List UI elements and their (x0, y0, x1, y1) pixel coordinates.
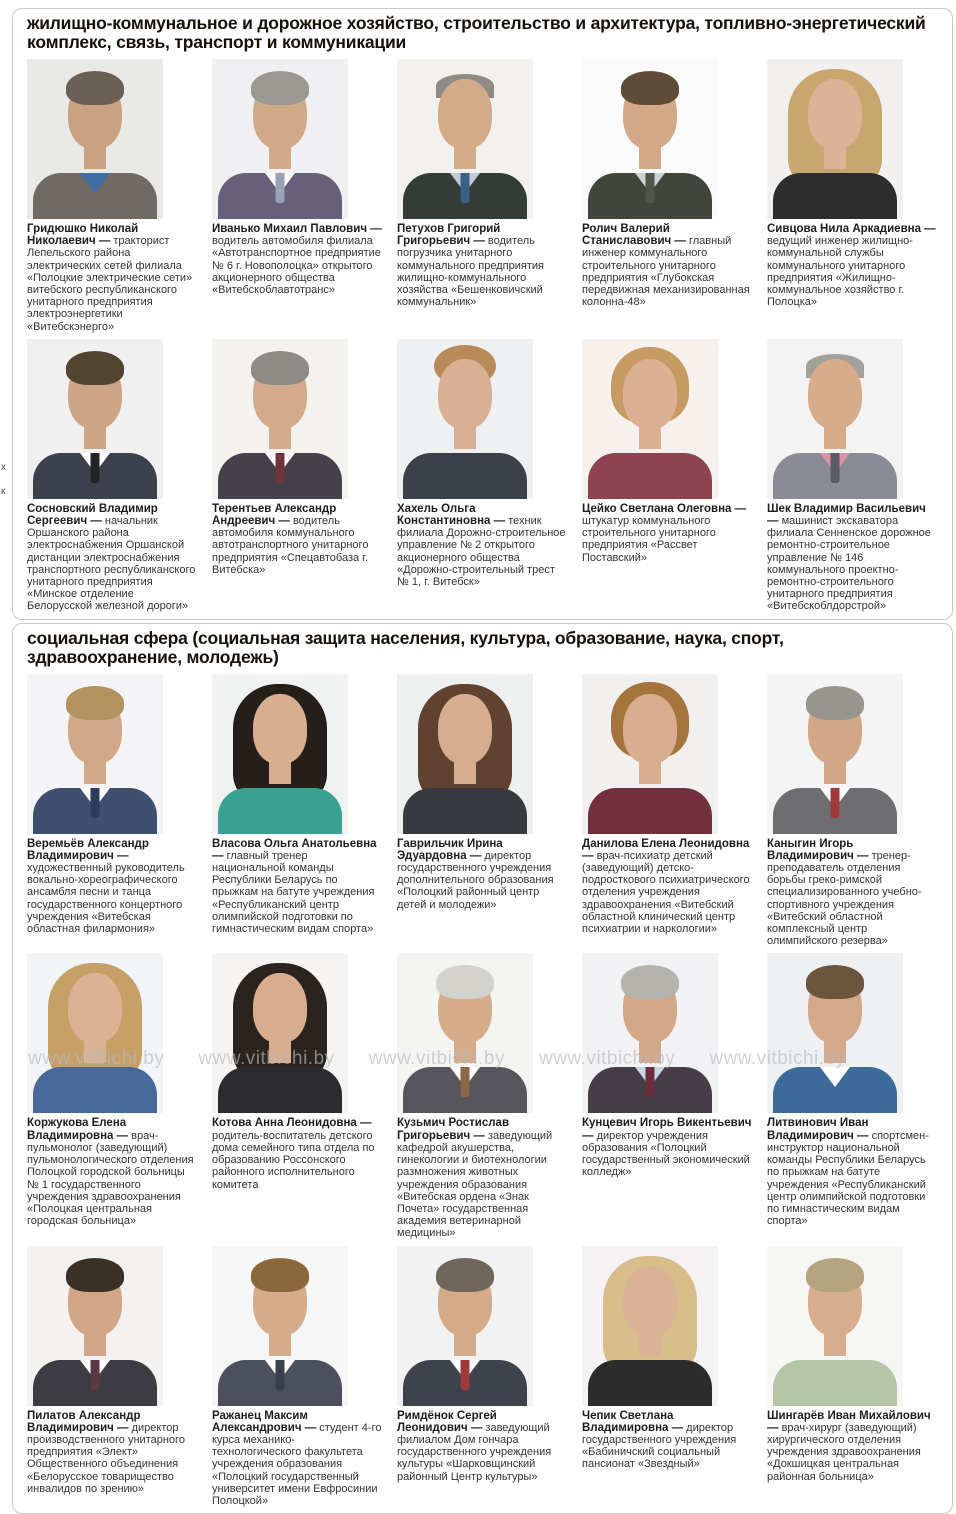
hair-shape (251, 351, 309, 385)
portrait-photo (27, 1246, 163, 1406)
portrait-photo (27, 953, 163, 1113)
tie-shape (461, 173, 470, 203)
person-caption (27, 223, 198, 333)
person-caption (212, 838, 383, 936)
torso-shape (403, 173, 527, 219)
portrait-photo (212, 59, 348, 219)
person-name: Сивцова Нила Аркадиевна — (767, 223, 936, 235)
portrait-photo (27, 674, 163, 834)
person-card (582, 953, 753, 1239)
person-caption (582, 503, 753, 564)
person-name: Цейко Светлана Олеговна — (582, 502, 747, 515)
person-card (212, 1246, 383, 1508)
tie-shape (461, 1067, 470, 1097)
person-card (767, 59, 938, 333)
person-card (212, 339, 383, 613)
person-name: Власова Ольга Анатольевна — (212, 837, 377, 862)
tie-shape (276, 1360, 285, 1390)
hair-shape (806, 1258, 864, 1292)
person-caption (212, 1410, 383, 1508)
person-caption (767, 1410, 938, 1483)
portrait-photo (582, 339, 718, 499)
person-description: спортсмен-инструктор национальной команды Республики Беларусь по прыжкам на батуте учреждения «Республиканский центр олимпийской подготовки по гимнастическим видам спорта» (767, 1129, 929, 1228)
person-card (397, 59, 568, 333)
portrait-photo (582, 953, 718, 1113)
head-shape (808, 79, 862, 149)
person-card (27, 59, 198, 333)
tie-shape (91, 788, 100, 818)
person-caption (212, 223, 383, 296)
torso-shape (403, 1067, 527, 1113)
torso-shape (33, 1360, 157, 1406)
torso-shape (588, 173, 712, 219)
person-card (397, 339, 568, 613)
person-description: главный тренер национальной команды Республики Беларусь по прыжкам на батуте учреждения «Республиканский центр олимпийской подготовки по гимнастическим видам спорта» (212, 849, 375, 936)
person-description: директор учреждения образования «Полоцкий государственный экономический колледж» (582, 1129, 750, 1179)
person-description: водитель автомобиля коммунального автотранспортного унитарного предприятия «Спецавтобаза г. Витебска» (212, 515, 369, 576)
portrait-photo (212, 953, 348, 1113)
person-caption (27, 1117, 198, 1227)
person-card (767, 1246, 938, 1508)
person-caption (767, 838, 938, 948)
person-name: Гридюшко Николай Николаевич — (27, 223, 139, 248)
tie-shape (831, 788, 840, 818)
watermark-row (28, 1048, 954, 1070)
person-description: техник филиала Дорожно-строительное управление № 2 открытого акционерного общества «Дорожно-строительный трест № 1, г. Витебск» (397, 515, 566, 589)
portrait-photo (397, 1246, 533, 1406)
torso-shape (218, 788, 342, 834)
person-description: директор государственного учреждения «Бабиничский социальный пансионат «Звездный» (582, 1421, 737, 1471)
person-card (582, 339, 753, 613)
person-card (767, 339, 938, 613)
left-edge-text-fragment: к (1, 486, 6, 497)
person-card (767, 674, 938, 948)
portrait-photo (212, 674, 348, 834)
hair-shape (621, 965, 679, 999)
person-caption (582, 1117, 753, 1178)
section-title: жилищно-коммунальное и дорожное хозяйство, строительство и архитектура, топливно-энергетический комплекс, связь, транспорт и коммуникации (27, 13, 926, 52)
person-name: Литвинович Иван Владимирович — (767, 1117, 869, 1142)
person-description: главный инженер коммунального строительного унитарного предприятия «Глубокская передвижная механизированная колонна-48» (582, 235, 750, 309)
portrait-photo (582, 674, 718, 834)
person-description: директор производственного унитарного предприятия «Элект» Общественного объединения «Белорусское товарищество инвалидов по зрению» (27, 1421, 185, 1495)
person-description: ведущий инженер жилищно-коммунальной службы коммунального унитарного предприятия «Жилищно-коммунальное хозяйство г. Полоцка» (767, 235, 913, 309)
hair-shape (806, 965, 864, 999)
person-description: заведующий филиалом Дом гончара государственного учреждения культуры «Шарковщинский районный Центр культуры» (397, 1421, 552, 1483)
person-name: Хахель Ольга Константиновна — (397, 502, 506, 528)
person-name: Веремьёв Александр Владимирович — (27, 837, 149, 862)
person-card (27, 674, 198, 948)
hair-shape (66, 351, 124, 385)
person-name: Каныгин Игорь Владимирович — (767, 837, 869, 862)
head-shape (438, 79, 492, 149)
person-caption (27, 838, 198, 936)
torso-shape (33, 173, 157, 219)
torso-shape (403, 453, 527, 499)
person-card (27, 339, 198, 613)
person-card (397, 674, 568, 948)
person-card (212, 59, 383, 333)
left-edge-text-fragment: х (1, 462, 6, 473)
person-description: водитель погрузчика унитарного коммунального предприятия жилищно-коммунального хозяйства «Бешенковичский коммунальник» (397, 235, 544, 309)
torso-shape (588, 1360, 712, 1406)
portrait-photo (397, 674, 533, 834)
hair-shape (66, 686, 124, 720)
portrait-photo (767, 59, 903, 219)
person-description: штукатур коммунального строительного унитарного предприятия «Рассвет Поставский» (582, 515, 716, 564)
person-caption (397, 223, 568, 308)
person-card (397, 1246, 568, 1508)
person-description: машинист экскаватора филиала Сенненское дорожное ремонтно-строительное управление № 146 коммунального проектно-ремонтно-строительного унитарного предприятия «Витебскоблдорстрой» (767, 515, 931, 613)
collar-shape (80, 173, 110, 193)
person-description: директор государственного учреждения дополнительного образования «Полоцкий районный центр детей и молодежи» (397, 849, 554, 911)
torso-shape (403, 788, 527, 834)
torso-shape (218, 1360, 342, 1406)
people-grid (13, 59, 952, 619)
person-card (27, 953, 198, 1239)
tie-shape (276, 173, 285, 203)
head-shape (253, 973, 307, 1043)
watermark-text: www.vitbichi.by (28, 1048, 165, 1069)
tie-shape (831, 453, 840, 483)
person-name: Сосновский Владимир Сергеевич — (27, 502, 158, 528)
torso-shape (773, 1067, 897, 1113)
portrait-photo (397, 339, 533, 499)
person-name: Кунцевич Игорь Викентьевич — (582, 1117, 752, 1142)
head-shape (623, 359, 677, 429)
person-name: Шингарёв Иван Михайлович — (767, 1409, 931, 1434)
tie-shape (646, 1067, 655, 1097)
head-shape (623, 1266, 677, 1336)
watermark-text: www.vitbichi.by (709, 1048, 846, 1069)
tie-shape (461, 1360, 470, 1390)
person-caption (27, 1410, 198, 1495)
person-name: Иванько Михаил Павлович — (212, 223, 382, 235)
torso-shape (773, 1360, 897, 1406)
watermark-text: www.vitbichi.by (368, 1048, 505, 1069)
person-card (582, 674, 753, 948)
person-card (767, 953, 938, 1239)
person-description: водитель автомобиля филиала «Автотранспортное предприятие № 6 г. Новополоцка» открытого акционерного общества «Витебскоблавтотранс» (212, 235, 381, 297)
portrait-photo (27, 339, 163, 499)
watermark-text: www.vitbichi.by (538, 1048, 676, 1069)
person-name: Шек Владимир Васильевич — (767, 502, 926, 528)
watermark-text: www.vitbichi.by (198, 1048, 335, 1069)
tie-shape (646, 173, 655, 203)
person-description: врач-хирург (заведующий) хирургического отделения учреждения здравоохранения «Докшицкая центральная районная больница» (767, 1421, 921, 1483)
torso-shape (33, 788, 157, 834)
person-name: Пилатов Александр Владимирович — (27, 1409, 141, 1434)
person-name: Котова Анна Леонидовна — (212, 1117, 372, 1130)
person-caption (582, 223, 753, 308)
person-caption (397, 838, 568, 911)
hair-shape (66, 1258, 124, 1292)
torso-shape (588, 453, 712, 499)
person-caption (397, 1410, 568, 1483)
person-caption (212, 1117, 383, 1190)
head-shape (623, 694, 677, 764)
torso-shape (403, 1360, 527, 1406)
portrait-photo (397, 59, 533, 219)
person-caption (767, 503, 938, 613)
person-card (582, 59, 753, 333)
person-description: художественный руководитель вокально-хореографического ансамбля песни и танца государственного концертного учреждения «Витебская областная филармония» (27, 862, 185, 936)
portrait-photo (582, 1246, 718, 1406)
portrait-photo (767, 953, 903, 1113)
person-card (212, 674, 383, 948)
person-caption (397, 1117, 568, 1239)
person-description: тракторист Лепельского района электрических сетей филиала «Полоцкие электрические сети» витебского республиканского унитарного предприятия электроэнергетики «Витебскэнерго» (27, 235, 193, 333)
person-name: Гаврильчик Ирина Эдуардовна — (397, 837, 503, 862)
hair-shape (251, 1258, 309, 1292)
torso-shape (773, 173, 897, 219)
portrait-photo (212, 1246, 348, 1406)
tie-shape (91, 1360, 100, 1390)
torso-shape (588, 788, 712, 834)
person-name: Кузьмич Ростислав Григорьевич — (397, 1117, 510, 1142)
head-shape (438, 359, 492, 429)
person-name: Чепик Светлана Владимировна — (582, 1409, 684, 1434)
hair-shape (806, 686, 864, 720)
portrait-photo (767, 339, 903, 499)
person-name: Ражанец Максим Александрович — (212, 1409, 317, 1434)
person-caption (212, 503, 383, 576)
hair-shape (436, 1258, 494, 1292)
person-description: начальник Оршанского района электроснабжения Оршанской дистанции электроснабжения транспортного республиканского унитарного предприятия «Минское отделение Белорусской железной дороги» (27, 515, 196, 613)
person-caption (27, 503, 198, 613)
person-description: врач-психиатр детский (заведующий) детско-подросткового психиатрического отделения учреждения здравоохранения «Витебский областной клинический центр психиатрии и наркологии» (582, 849, 750, 936)
hair-shape (66, 71, 124, 105)
torso-shape (773, 788, 897, 834)
person-description: заведующий кафедрой акушерства, гинекологии и биотехнологии размножения животных учреждения образования «Витебская ордена «Знак Почета» государственная академия ветеринарной медицины» (397, 1129, 553, 1240)
portrait-photo (582, 59, 718, 219)
portrait-photo (212, 339, 348, 499)
person-name: Ролич Валерий Станиславович — (582, 223, 686, 248)
person-card (27, 1246, 198, 1508)
person-description: родитель-воспитатель детского дома семейного типа отдела по образованию Россонского районного исполнительного комитета (212, 1129, 375, 1191)
person-caption (767, 1117, 938, 1227)
person-card (582, 1246, 753, 1508)
person-description: студент 4-го курса механико-технологического факультета учреждения образования «Полоцкий государственный университет имени Евфросинии Полоцкой» (212, 1421, 382, 1507)
torso-shape (218, 453, 342, 499)
torso-shape (33, 1067, 157, 1113)
portrait-photo (767, 1246, 903, 1406)
head-shape (438, 694, 492, 764)
person-name: Коржукова Елена Владимировна — (27, 1117, 129, 1142)
hair-shape (251, 71, 309, 105)
torso-shape (218, 1067, 342, 1113)
person-name: Римдёнок Сергей Леонидович — (397, 1409, 497, 1434)
person-caption (582, 838, 753, 936)
head-shape (253, 694, 307, 764)
portrait-photo (27, 59, 163, 219)
collar-shape (820, 1067, 850, 1087)
head-shape (68, 973, 122, 1043)
person-name: Данилова Елена Леонидовна — (582, 837, 750, 862)
hair-shape (621, 71, 679, 105)
person-description: тренер-преподаватель отделения борьбы греко-римской специализированного учебно-спортивного учреждения «Витебский областной комплексный центр олимпийского резерва» (767, 849, 922, 948)
person-caption (582, 1410, 753, 1471)
portrait-photo (767, 674, 903, 834)
tie-shape (276, 453, 285, 483)
person-card (212, 953, 383, 1239)
person-card (397, 953, 568, 1239)
torso-shape (773, 453, 897, 499)
section-title: социальная сфера (социальная защита населения, культура, образование, наука, спорт, здравоохранение, молодежь) (27, 627, 784, 667)
section (12, 8, 953, 620)
person-description: врач-пульмонолог (заведующий) пульмонологического отделения Полоцкой городской больницы № 1 государственного учреждения здравоохранения «Полоцкая центральная городская больница» (27, 1129, 194, 1228)
person-name: Петухов Григорий Григорьевич — (397, 223, 501, 248)
torso-shape (218, 173, 342, 219)
person-name: Терентьев Александр Андреевич — (212, 502, 337, 528)
person-caption (397, 503, 568, 588)
portrait-photo (397, 953, 533, 1113)
person-caption (767, 223, 938, 308)
people-grid (13, 674, 952, 1513)
torso-shape (33, 453, 157, 499)
tie-shape (91, 453, 100, 483)
head-shape (808, 359, 862, 429)
hair-shape (436, 965, 494, 999)
torso-shape (588, 1067, 712, 1113)
